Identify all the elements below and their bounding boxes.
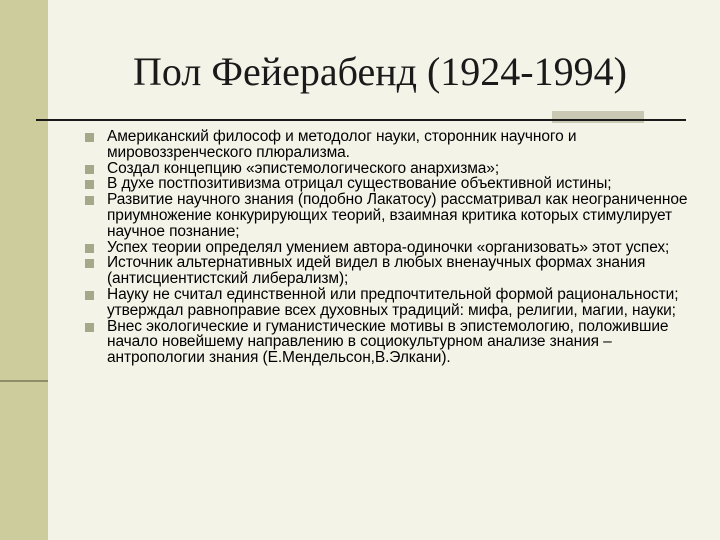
square-bullet-icon (85, 133, 94, 142)
square-bullet-icon (85, 259, 94, 268)
bullet-item (85, 129, 695, 161)
bullet-item (85, 287, 695, 319)
bullet-item (85, 255, 695, 287)
title-accent-bar (552, 111, 644, 123)
bullet-text: Развитие научного знания (подобно Лакатосу) рассматривал как неограниченное приумножение конкурирующих теорий, взаимная критика которых стимулирует научное познание; (107, 191, 688, 240)
bullet-text: Науку не считал единственной или предпочтительной формой рациональности; утверждал равноправие всех духовных традиций: мифа, религии, магии, науки; (107, 285, 679, 319)
side-decor-rule (0, 380, 48, 382)
bullet-item (85, 161, 695, 177)
side-decor-band (0, 0, 48, 540)
title-divider (36, 119, 686, 121)
slide-title: Пол Фейерабенд (1924-1994) (133, 49, 627, 94)
square-bullet-icon (85, 165, 94, 174)
bullet-text: Успех теории определял умением автора-одиночки «организовать» этот успех; (107, 238, 670, 256)
bullet-text: Источник альтернативных идей видел в любых вненаучных формах знания (антисциентистский либерализм); (107, 254, 646, 288)
bullet-text: Создал концепцию «эпистемологического анархизма»; (107, 159, 500, 177)
bullet-text: Американский философ и методолог науки, сторонник научного и мировоззренческого плюрализма. (107, 128, 577, 161)
square-bullet-icon (85, 291, 94, 300)
bullet-item (85, 176, 695, 192)
square-bullet-icon (85, 180, 94, 189)
bullet-text: В духе постпозитивизма отрицал существование объективной истины; (107, 175, 612, 193)
bullet-item (85, 192, 695, 239)
bullet-item (85, 240, 695, 256)
bullet-list (85, 129, 695, 366)
square-bullet-icon (85, 196, 94, 205)
square-bullet-icon (85, 244, 94, 253)
bullet-text: Внес экологические и гуманистические мотивы в эпистемологию, положившие начало новейшему направлению в социокультурном анализе знания – антропологии знания (Е.Мендельсон,В.Элкани). (107, 317, 669, 367)
bullet-item (85, 319, 695, 366)
square-bullet-icon (85, 323, 94, 332)
